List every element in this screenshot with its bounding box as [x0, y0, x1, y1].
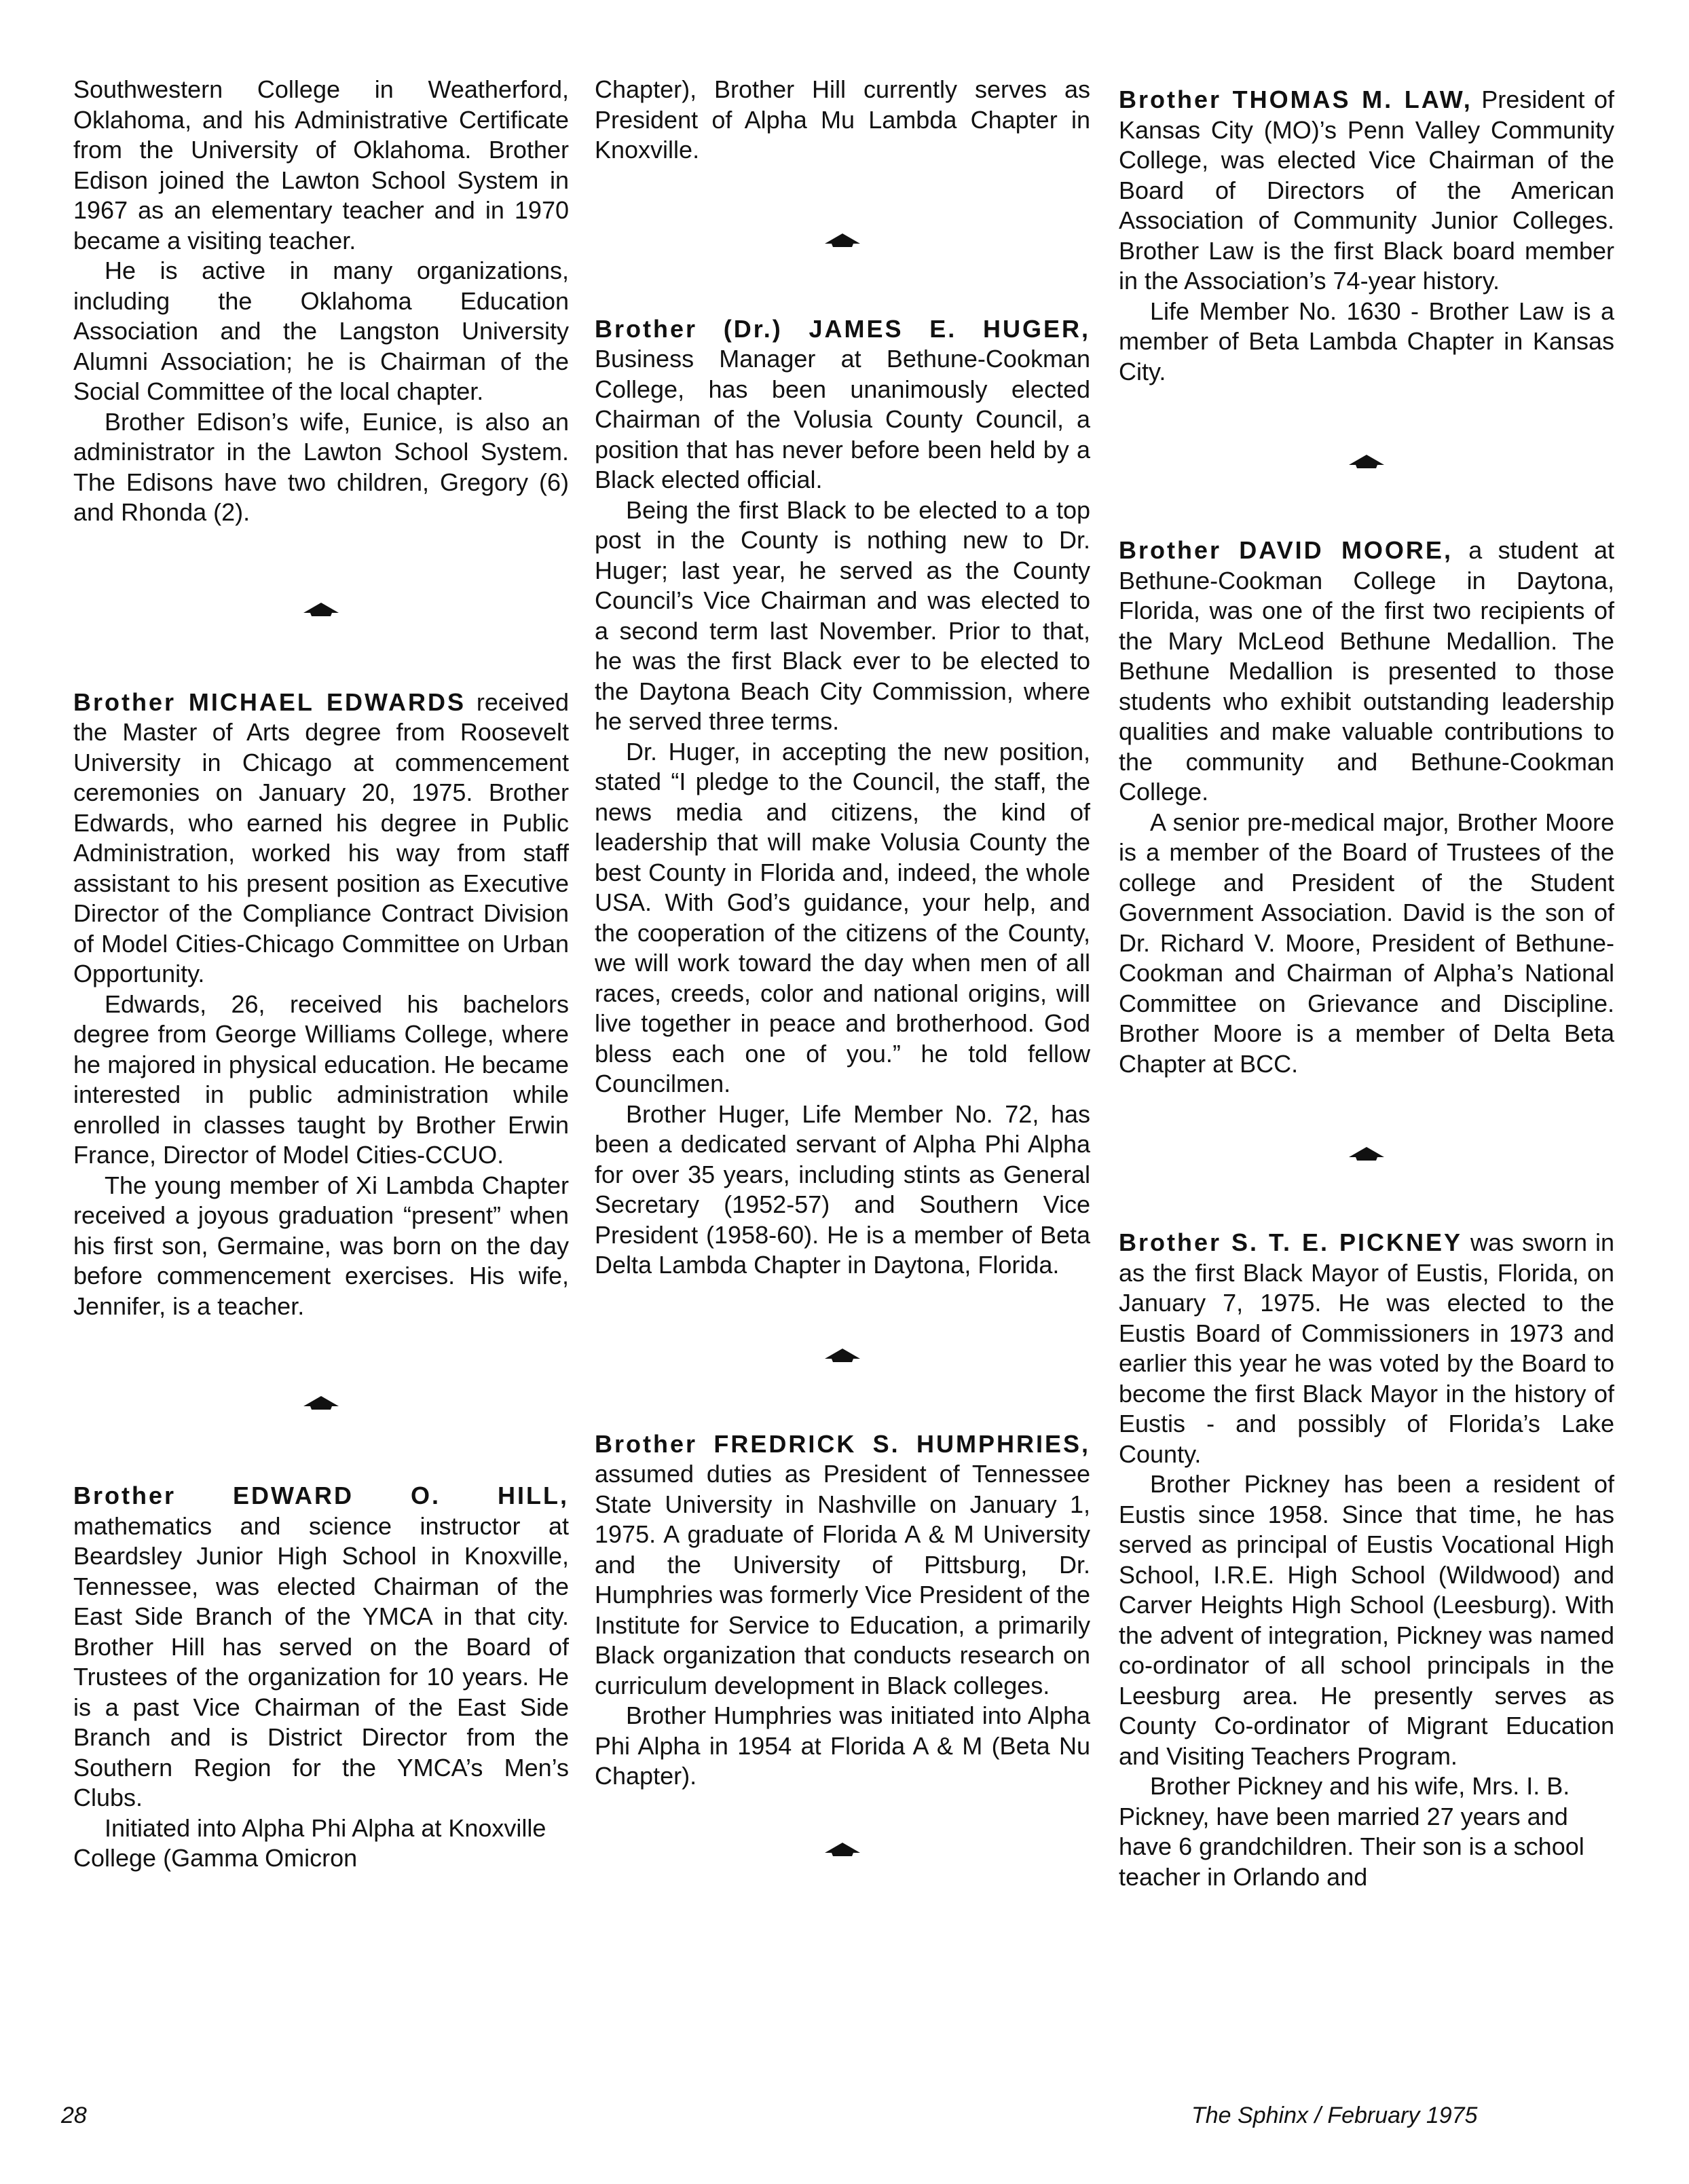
hill-paragraph-2: Initiated into Alpha Phi Alpha at Knoxville College (Gamma Omicron: [73, 1813, 546, 1872]
pickney-heading: Brother S. T. E. PICKNEY: [1119, 1228, 1462, 1256]
publication-footer: The Sphinx / February 1975: [1191, 2103, 1478, 2128]
edwards-paragraph-3: The young member of Xi Lambda Chapter received a joyous graduation “present” when his first son, Germaine, was born on the day before commencement exercises. His wife, Jennifer, is a teacher.: [73, 1171, 569, 1320]
hill-heading: Brother EDWARD O. HILL,: [73, 1482, 569, 1509]
huger-heading: Brother (Dr.) JAMES E. HUGER,: [595, 314, 1090, 343]
hill-continuation: Chapter), Brother Hill currently serves as President of Alpha Mu Lambda Chapter in Knoxville.: [595, 75, 1090, 164]
edwards-paragraph-2: Edwards, 26, received his bachelors degree from George Williams College, where he majored in physical education. He became interested in public administration while enrolled in classes taught by Brother Erwin France, Director of Model Cities-CCUO.: [73, 990, 569, 1169]
edison-paragraph-1: Southwestern College in Weatherford, Oklahoma, and his Administrative Certificate from the University of Oklahoma. Brother Edison joined the Lawton School System in 1967 as an elementary teacher and in 1970 became a visiting teacher.: [73, 75, 569, 255]
edison-paragraph-3: Brother Edison’s wife, Eunice, is also an administrator in the Lawton School System. The Edisons have two children, Gregory (6) and Rhonda (2).: [73, 407, 569, 526]
huger-paragraph-3: Dr. Huger, in accepting the new position, stated “I pledge to the Council, the staff, the news media and citizens, the kind of leadership that will make Volusia County the best County in Florida and, indeed, the whole USA. With God’s guidance, your help, and the cooperation of the citizens of the County, we will work toward the day when men of all races, creeds, color and national origins, will live together in peace and brotherhood. God bless each one of you.” he told fellow Councilmen.: [595, 737, 1090, 1097]
page-number: 28: [61, 2103, 87, 2128]
hill-lead-text: mathematics and science instructor at Beardsley Junior High School in Knoxville, Tennessee, was elected Chairman of the East Side Branch of the YMCA in that city. Brother Hill has served on the Board of Trustees of the organization for 10 years. He is a past Vice Chairman of the East Side Branch and is District Director from the Southern Region for the YMCA’s Men’s Clubs.: [73, 1511, 569, 1811]
column-right: [1119, 85, 1614, 1892]
separator: [595, 1281, 1090, 1427]
law-article-lead: [1119, 85, 1614, 297]
sphinx-arrow-icon: [301, 599, 341, 620]
law-heading: Brother THOMAS M. LAW,: [1119, 86, 1472, 113]
separator: [595, 1792, 1090, 1880]
sphinx-arrow-icon: [1346, 1144, 1387, 1164]
law-paragraph-2: Life Member No. 1630 - Brother Law is a member of Beta Lambda Chapter in Kansas City.: [1119, 297, 1614, 385]
huger-article-lead: [595, 314, 1090, 495]
moore-article-lead: [1119, 535, 1614, 808]
sphinx-arrow-icon: [822, 230, 863, 250]
separator: [1119, 387, 1614, 533]
humphries-heading: Brother FREDRICK S. HUMPHRIES,: [595, 1429, 1090, 1458]
pickney-lead-text: was sworn in as the first Black Mayor of Eustis, Florida, on January 7, 1975. He was elected to the Eustis Board of Commissioners in 1973 and earlier this year he was voted by the Board to become the first Black Mayor in the history of Eustis - and possibly of Florida’s Lake County.: [1119, 1228, 1614, 1468]
pickney-article-lead: [1119, 1228, 1614, 1469]
sphinx-arrow-icon: [301, 1393, 341, 1413]
moore-lead-text: a student at Bethune-Cookman College in Daytona, Florida, was one of the first two recipients of the Mary McLeod Bethune Medallion. The Bethune Medallion is presented to those students who exhibit outstanding leadership qualities and make valuable contributions to the community and Bethune-Cookman College.: [1119, 536, 1614, 806]
hill-article-lead: [73, 1481, 569, 1813]
separator: [73, 1321, 569, 1475]
sphinx-arrow-icon: [822, 1345, 863, 1366]
edwards-lead-text: received the Master of Arts degree from Roosevelt University in Chicago at commencement ceremonies on January 20, 1975. Brother Edwards, who earned his degree in Public Administration, worked his way from staff assistant to his present position as Executive Director of the Compliance Contract Division of Model Cities-Chicago Committee on Urban Opportunity.: [73, 688, 569, 987]
humphries-paragraph-2: Brother Humphries was initiated into Alpha Phi Alpha in 1954 at Florida A & M (Beta Nu Chapter).: [595, 1701, 1090, 1790]
humphries-article-lead: [595, 1429, 1090, 1701]
pickney-paragraph-2: Brother Pickney has been a resident of Eustis since 1958. Since that time, he has served as principal of Eustis Vocational High School, I.R.E. High School (Wildwood) and Carver Heights High School (Leesburg). With the advent of integration, Pickney was named co-ordinator of all school principals in the Leesburg area. He presently serves as County Co-ordinator of Migrant Education and Visiting Teachers Program.: [1119, 1470, 1614, 1770]
humphries-lead-text: assumed duties as President of Tennessee State University in Nashville on January 1, 1975. A graduate of Florida A & M University and the University of Pittsburg, Dr. Humphries was formerly Vice President of the Institute for Service to Education, a primarily Black organization that conducts research on curriculum development in Black colleges.: [595, 1460, 1090, 1699]
separator: [595, 166, 1090, 312]
pickney-paragraph-3: Brother Pickney and his wife, Mrs. I. B. Pickney, have been married 27 years and have 6 grandchildren. Their son is a school teacher in Orlando and: [1119, 1772, 1584, 1891]
law-lead-text: President of Kansas City (MO)’s Penn Valley Community College, was elected Vice Chairman of the Board of Directors of the American Association of Community Junior Colleges. Brother Law is the first Black board member in the Association’s 74-year history.: [1119, 86, 1614, 295]
huger-lead-text: Business Manager at Bethune-Cookman College, has been unanimously elected Chairman of the Volusia County Council, a position that has never before been held by a Black elected official.: [595, 345, 1090, 493]
edwards-heading: Brother MICHAEL EDWARDS: [73, 688, 466, 716]
edison-paragraph-2: He is active in many organizations, including the Oklahoma Education Association and the Langston University Alumni Association; he is Chairman of the Social Committee of the local chapter.: [73, 257, 569, 405]
moore-heading: Brother DAVID MOORE,: [1119, 536, 1453, 564]
sphinx-arrow-icon: [822, 1839, 863, 1860]
edwards-article-lead: [73, 688, 569, 990]
column-left: [73, 75, 569, 1874]
separator: [73, 528, 569, 682]
huger-paragraph-2: Being the first Black to be elected to a top post in the County is nothing new to Dr. Huger; last year, he served as the County Council’s Vice Chairman and was elected to a second term last November. Prior to that, he was the first Black ever to be elected to the Daytona Beach City Commission, where he served three terms.: [595, 495, 1090, 735]
separator: [1119, 1079, 1614, 1225]
moore-paragraph-2: A senior pre-medical major, Brother Moore is a member of the Board of Trustees of the college and President of the Student Government Association. David is the son of Dr. Richard V. Moore, President of Bethune-Cookman and Chairman of Alpha’s National Committee on Grievance and Discipline. Brother Moore is a member of Delta Beta Chapter at BCC.: [1119, 808, 1614, 1078]
huger-paragraph-4: Brother Huger, Life Member No. 72, has been a dedicated servant of Alpha Phi Alpha for over 35 years, including stints as General Secretary (1952-57) and Southern Vice President (1958-60). He is a member of Beta Delta Lambda Chapter in Daytona, Florida.: [595, 1099, 1090, 1279]
column-middle: [595, 75, 1090, 1880]
sphinx-arrow-icon: [1346, 451, 1387, 472]
